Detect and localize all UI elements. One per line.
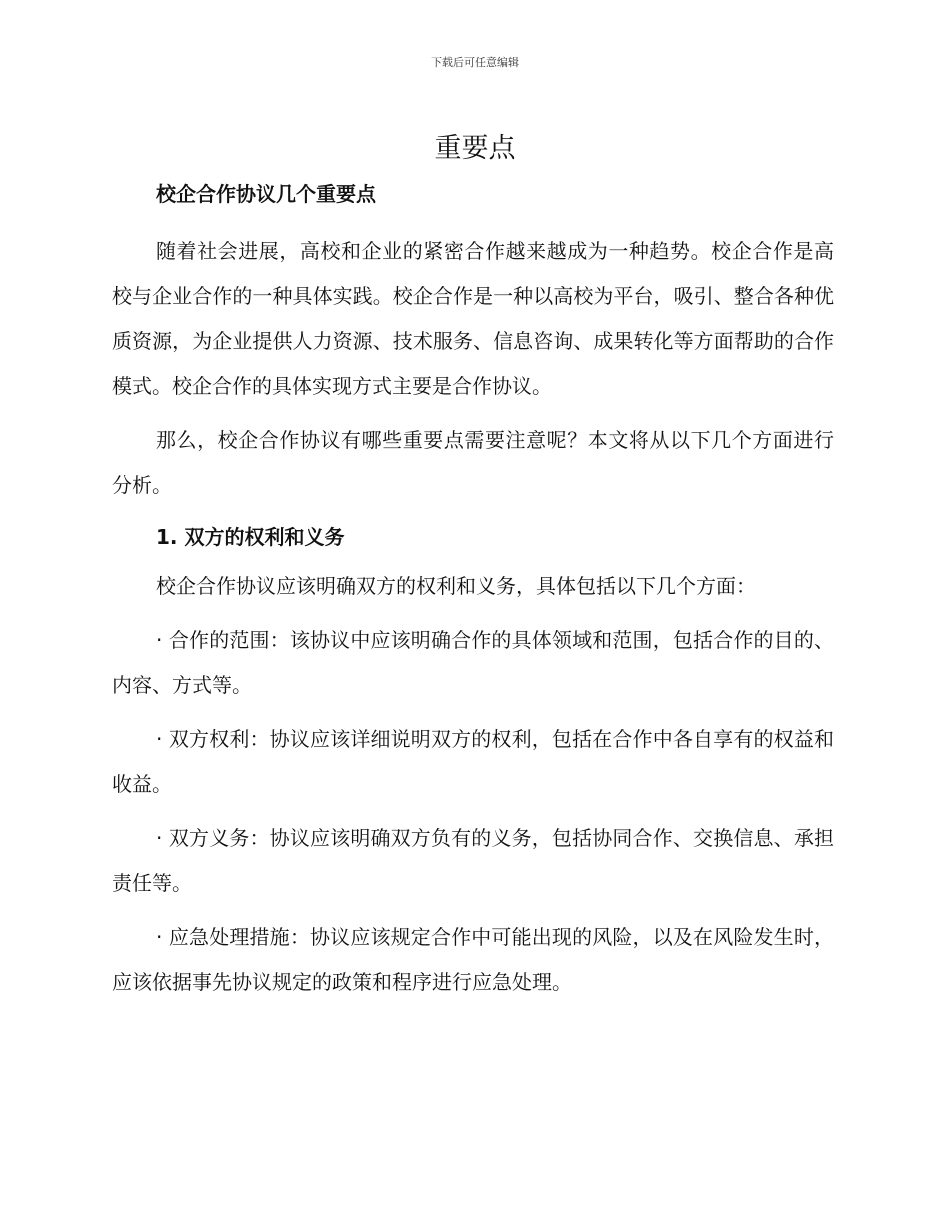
intro-paragraph-2: 那么，校企合作协议有哪些重要点需要注意呢？本文将从以下几个方面进行分析。 — [112, 428, 834, 497]
document-subtitle: 校企合作协议几个重要点 — [156, 182, 376, 206]
bullet-item-obligations: · 双方义务：协议应该明确双方负有的义务，包括协同合作、交换信息、承担责任等。 — [112, 826, 834, 895]
bullet-item-scope: · 合作的范围：该协议中应该明确合作的具体领域和范围，包括合作的目的、内容、方式等。 — [112, 628, 834, 697]
document-body — [112, 176, 834, 1005]
bullet-item-rights: · 双方权利：协议应该详细说明双方的权利，包括在合作中各自享有的权益和收益。 — [112, 727, 834, 796]
bullet-item-emergency: · 应急处理措施：协议应该规定合作中可能出现的风险，以及在风险发生时，应该依据事先协议规定的政策和程序进行应急处理。 — [112, 925, 834, 994]
section-1-lead: 校企合作协议应该明确双方的权利和义务，具体包括以下几个方面： — [156, 574, 756, 598]
header-note: 下载后可任意编辑 — [431, 56, 519, 69]
document-title: 重要点 — [434, 133, 516, 164]
section-1-heading: 1. 双方的权利和义务 — [156, 525, 345, 549]
intro-paragraph-1: 随着社会进展，高校和企业的紧密合作越来越成为一种趋势。校企合作是高校与企业合作的一种具体实践。校企合作是一种以高校为平台，吸引、整合各种优质资源，为企业提供人力资源、技术服务、信息咨询、成果转化等方面帮助的合作模式。校企合作的具体实现方式主要是合作协议。 — [112, 239, 834, 398]
